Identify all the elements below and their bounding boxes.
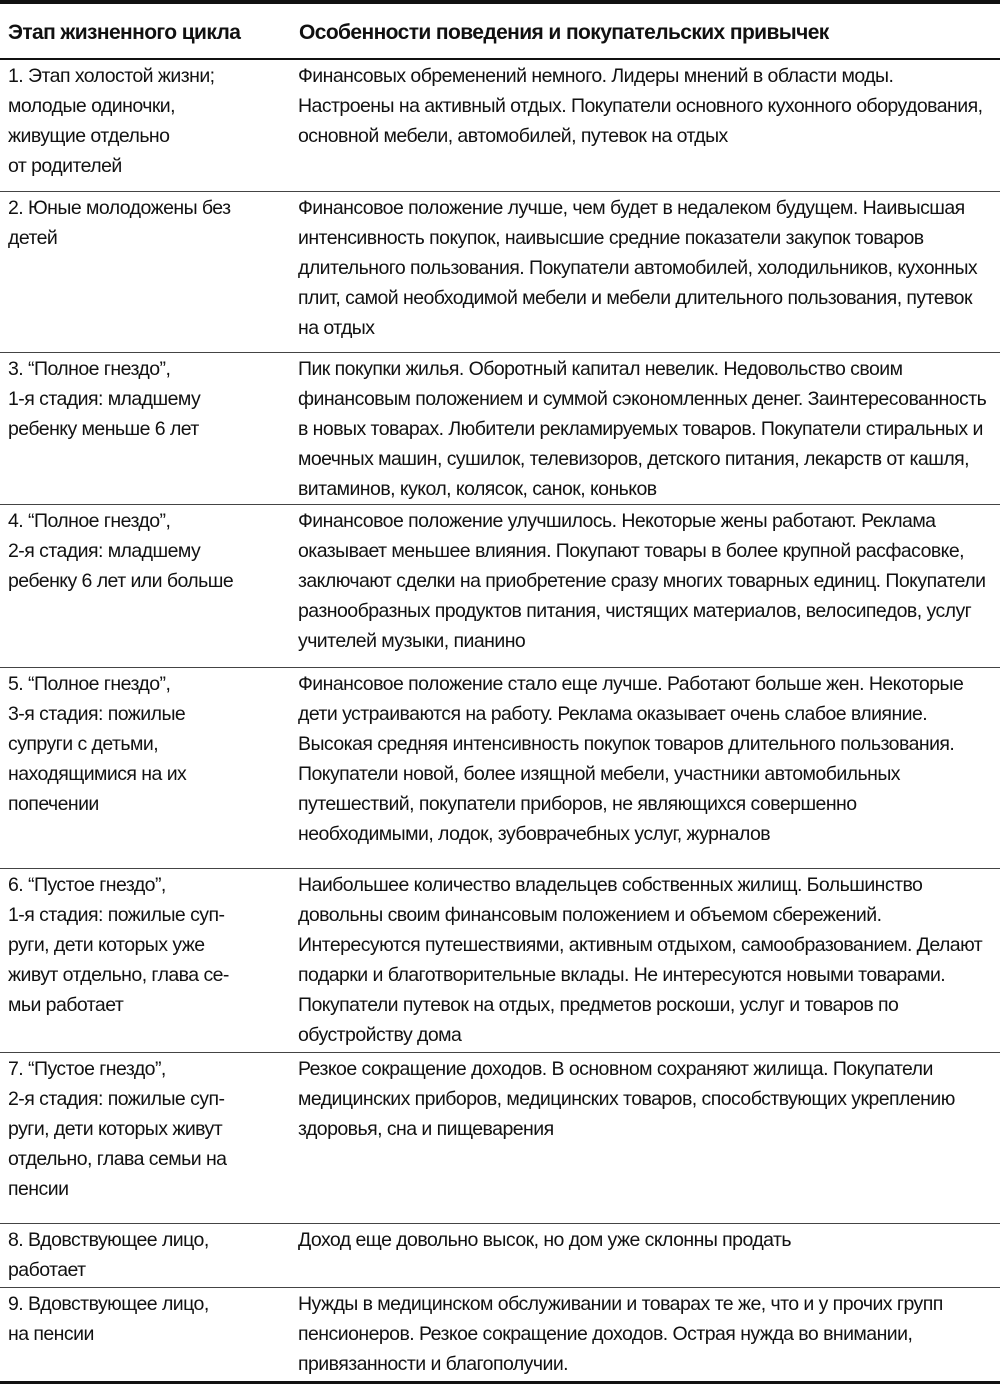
behavior-text: Нужды в медицинском обслуживании и товарах те же, что и у прочих групп пенсионеров. Резкое сокращение доходов. Острая нужда во внимании, привязанности и благополучии. [298,1293,943,1375]
table-body [0,59,1000,1383]
stage-text: 8. Вдовствующее лицо, работает [8,1229,209,1281]
table-row [0,353,1000,505]
behavior-text: Финансовое положение улучшилось. Некоторые жены работают. Реклама оказывает меньшее влияния. Покупают товары в более крупной расфасовке, заключают сделки на приобретение сразу многих товарных единиц. Покупатели разнообразных продуктов питания, чистящих материалов, велосипедов, услуг учителей музыки, пианино [298,510,986,652]
behavior-cell [287,668,1000,869]
stage-cell [0,192,287,353]
behavior-cell [287,59,1000,192]
stage-text: 5. “Полное гнездо”, 3-я стадия: пожилые супруги с детьми, находящимися на их попечении [8,673,187,815]
behavior-cell [287,1224,1000,1288]
stage-cell [0,1053,287,1224]
behavior-text: Финансовых обременений немного. Лидеры мнений в области моды. Настроены на активный отдых. Покупатели основного кухонного оборудования, основной мебели, автомобилей, путевок на отдых [298,65,983,147]
table-row [0,1288,1000,1383]
stage-cell [0,1288,287,1383]
header-row [0,2,1000,59]
table-row [0,1053,1000,1224]
behavior-cell [287,1288,1000,1383]
table-row [0,1224,1000,1288]
behavior-text: Доход еще довольно высок, но дом уже склонны продать [298,1229,792,1251]
behavior-text: Резкое сокращение доходов. В основном сохраняют жилища. Покупатели медицинских приборов, медицинских товаров, способствующих укреплению здоровья, сна и пищеварения [298,1058,955,1140]
stage-cell [0,353,287,505]
stage-cell [0,59,287,192]
behavior-cell [287,869,1000,1053]
behavior-text: Пик покупки жилья. Оборотный капитал невелик. Недовольство своим финансовым положением и суммой сэкономленных денег. Заинтересованность в новых товарах. Любители рекламируемых товаров. Покупатели стиральных и моечных машин, сушилок, телевизоров, детского питания, лекарств от кашля, витаминов, кукол, колясок, санок, коньков [298,358,987,500]
stage-text: 2. Юные молодожены без детей [8,197,231,249]
stage-text: 1. Этап холостой жизни; молодые одиночки, живущие отдельно от родителей [8,65,215,177]
stage-text: 6. “Пустое гнездо”, 1-я стадия: пожилые суп- руги, дети которых уже живут отдельно, глава се- мьи работает [8,874,229,1016]
stage-cell [0,1224,287,1288]
stage-text: 9. Вдовствующее лицо, на пенсии [8,1293,209,1345]
table-row [0,869,1000,1053]
table-row [0,668,1000,869]
stage-text: 4. “Полное гнездо”, 2-я стадия: младшему ребенку 6 лет или больше [8,510,234,592]
table-row [0,505,1000,668]
table-row [0,192,1000,353]
behavior-text: Финансовое положение стало еще лучше. Работают больше жен. Некоторые дети устраиваются на работу. Реклама оказывает очень слабое влияние. Высокая средняя интенсивность покупок товаров длительного пользования. Покупатели новой, более изящной мебели, участники автомобильных путешествий, покупатели приборов, не являющихся совершенно необходимыми, лодок, зубоврачебных услуг, журналов [298,673,964,845]
table-row [0,59,1000,192]
behavior-text: Финансовое положение лучше, чем будет в недалеком будущем. Наивысшая интенсивность покупок, наивысшие средние показатели закупок товаров длительного пользования. Покупатели автомобилей, холодильников, кухонных плит, самой необходимой мебели и мебели длительного пользования, путевок на отдых [298,197,978,339]
behavior-cell [287,192,1000,353]
stage-cell [0,505,287,668]
stage-cell [0,668,287,869]
behavior-cell [287,1053,1000,1224]
behavior-cell [287,353,1000,505]
stage-text: 3. “Полное гнездо”, 1-я стадия: младшему ребенку меньше 6 лет [8,358,201,440]
behavior-cell [287,505,1000,668]
table-header [0,2,1000,59]
stage-text: 7. “Пустое гнездо”, 2-я стадия: пожилые суп- руги, дети которых живут отдельно, глава семьи на пенсии [8,1058,227,1200]
behavior-text: Наибольшее количество владельцев собственных жилищ. Большинство довольны своим финансовым положением и объемом сбережений. Интересуются путешествиями, активным отдыхом, самообразованием. Делают подарки и благотворительные вклады. Не интересуются новыми товарами. Покупатели путевок на отдых, предметов роскоши, услуг и товаров по обустройству дома [298,874,983,1046]
header-behavior: Особенности поведения и покупательских привычек [287,2,1000,59]
header-stage: Этап жизненного цикла [0,2,287,59]
stage-cell [0,869,287,1053]
